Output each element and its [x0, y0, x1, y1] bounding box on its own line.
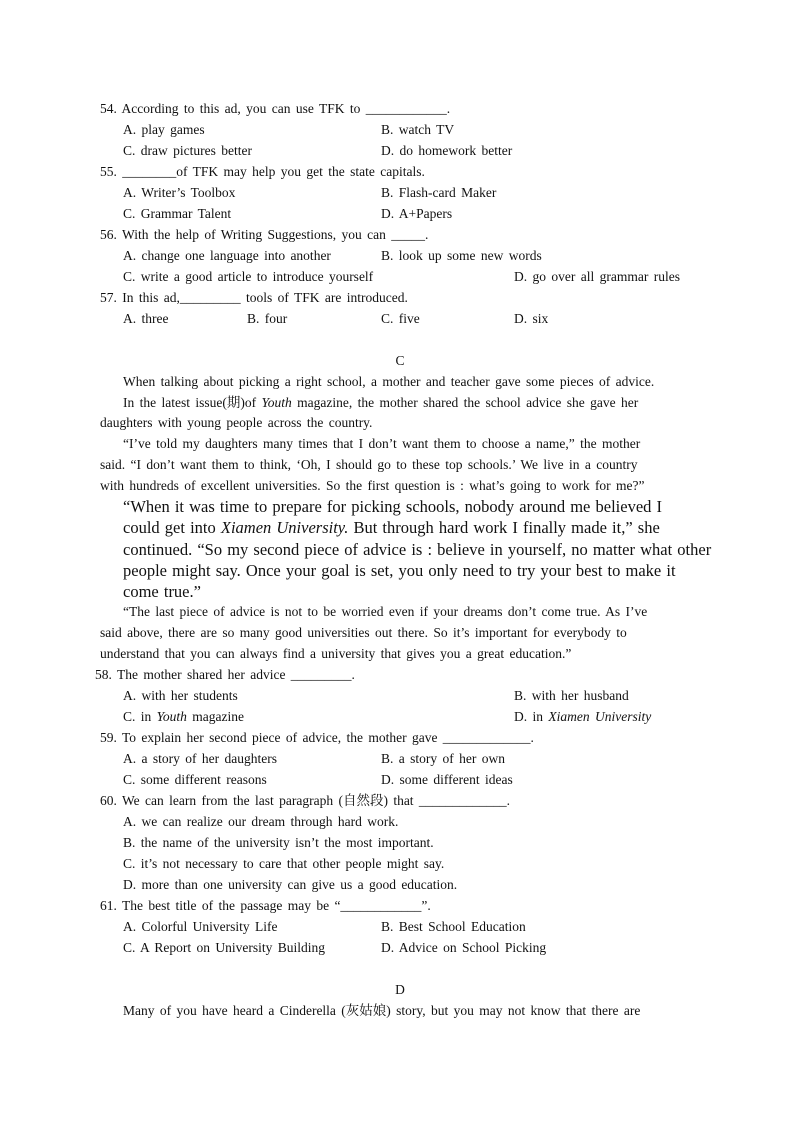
q55-option-b: B. Flash-card Maker — [381, 185, 497, 200]
section-d-heading: D — [395, 982, 405, 997]
q56-option-a: A. change one language into another — [123, 248, 331, 263]
question-59-stem: 59. To explain her second piece of advice, the mother gave _____________. — [100, 730, 534, 745]
question-61-stem: 61. The best title of the passage may be “____________”. — [100, 898, 431, 913]
q59-option-d: D. some different ideas — [381, 772, 513, 787]
magazine-title: Youth — [261, 395, 292, 410]
passage-c-paragraph-5-line-1: “The last piece of advice is not to be worried even if your dreams don’t come true. As I’ve — [123, 604, 648, 619]
q57-option-d: D. six — [514, 311, 549, 326]
passage-c-paragraph-4-line-1: “When it was time to prepare for picking schools, nobody around me believed I — [123, 497, 663, 516]
q59-option-a: A. a story of her daughters — [123, 751, 277, 766]
q60-option-c: C. it’s not necessary to care that other people might say. — [123, 856, 445, 871]
q59-option-c: C. some different reasons — [123, 772, 267, 787]
passage-d-paragraph-1: Many of you have heard a Cinderella (灰姑娘) story, but you may not know that there are — [123, 1003, 641, 1018]
q57-option-a: A. three — [123, 311, 169, 326]
question-54-stem: 54. According to this ad, you can use TFK to ____________. — [100, 101, 451, 116]
q60-option-d: D. more than one university can give us a good education. — [123, 877, 458, 892]
question-60-stem: 60. We can learn from the last paragraph (自然段) that _____________. — [100, 793, 511, 808]
q57-option-c: C. five — [381, 311, 420, 326]
q55-option-c: C. Grammar Talent — [123, 206, 232, 221]
question-57-stem: 57. In this ad,_________ tools of TFK are introduced. — [100, 290, 408, 305]
q56-option-d: D. go over all grammar rules — [514, 269, 680, 284]
q56-option-c: C. write a good article to introduce yourself — [123, 269, 374, 284]
q57-option-b: B. four — [247, 311, 288, 326]
q56-option-b: B. look up some new words — [381, 248, 542, 263]
q54-option-b: B. watch TV — [381, 122, 455, 137]
passage-c-paragraph-4-line-3: continued. “So my second piece of advice is : believe in yourself, no matter what other — [123, 540, 712, 559]
q61-option-c: C. A Report on University Building — [123, 940, 326, 955]
q58-option-b: B. with her husband — [514, 688, 629, 703]
q54-option-d: D. do homework better — [381, 143, 513, 158]
question-55-stem: 55. ________of TFK may help you get the state capitals. — [100, 164, 425, 179]
passage-c-paragraph-4-line-5: come true.” — [123, 582, 201, 601]
question-56-stem: 56. With the help of Writing Suggestions, you can _____. — [100, 227, 429, 242]
passage-c-paragraph-3-line-3: with hundreds of excellent universities. So the first question is : what’s going to work for me?” — [100, 478, 645, 493]
passage-c-paragraph-2-line-2: daughters with young people across the country. — [100, 415, 373, 430]
passage-c-paragraph-3-line-1: “I’ve told my daughters many times that I don’t want them to choose a name,” the mother — [123, 436, 641, 451]
passage-c-paragraph-4-line-4: people might say. Once your goal is set, you only need to try your best to make it — [123, 561, 676, 580]
q60-option-a: A. we can realize our dream through hard work. — [123, 814, 399, 829]
university-name: Xiamen University. — [220, 518, 349, 537]
q61-option-b: B. Best School Education — [381, 919, 526, 934]
q60-option-b: B. the name of the university isn’t the most important. — [123, 835, 434, 850]
q54-option-a: A. play games — [123, 122, 205, 137]
q59-option-b: B. a story of her own — [381, 751, 505, 766]
q55-option-d: D. A+Papers — [381, 206, 453, 221]
passage-c-paragraph-5-line-2: said above, there are so many good universities out there. So it’s important for everybody to — [100, 625, 627, 640]
q55-option-a: A. Writer’s Toolbox — [123, 185, 236, 200]
section-c-heading: C — [395, 353, 405, 368]
q58-option-d: D. in Xiamen University — [514, 709, 652, 724]
q54-option-c: C. draw pictures better — [123, 143, 252, 158]
q58-option-c: C. in Youth magazine — [123, 709, 245, 724]
question-58-stem: 58. The mother shared her advice _________. — [95, 667, 355, 682]
passage-c-paragraph-5-line-3: understand that you can always find a university that gives you a great education.” — [100, 646, 572, 661]
passage-c-paragraph-2-line-1: In the latest issue(期)of Youth magazine, the mother shared the school advice she gave her — [123, 395, 639, 410]
q58-option-a: A. with her students — [123, 688, 238, 703]
q61-option-a: A. Colorful University Life — [123, 919, 278, 934]
passage-c-paragraph-1: When talking about picking a right school, a mother and teacher gave some pieces of advice. — [123, 374, 655, 389]
passage-c-paragraph-4-line-2: could get into Xiamen University. But through hard work I finally made it,” she — [123, 518, 660, 537]
q61-option-d: D. Advice on School Picking — [381, 940, 547, 955]
passage-c-paragraph-3-line-2: said. “I don’t want them to think, ‘Oh, I should go to these top schools.’ We live in a country — [100, 457, 638, 472]
